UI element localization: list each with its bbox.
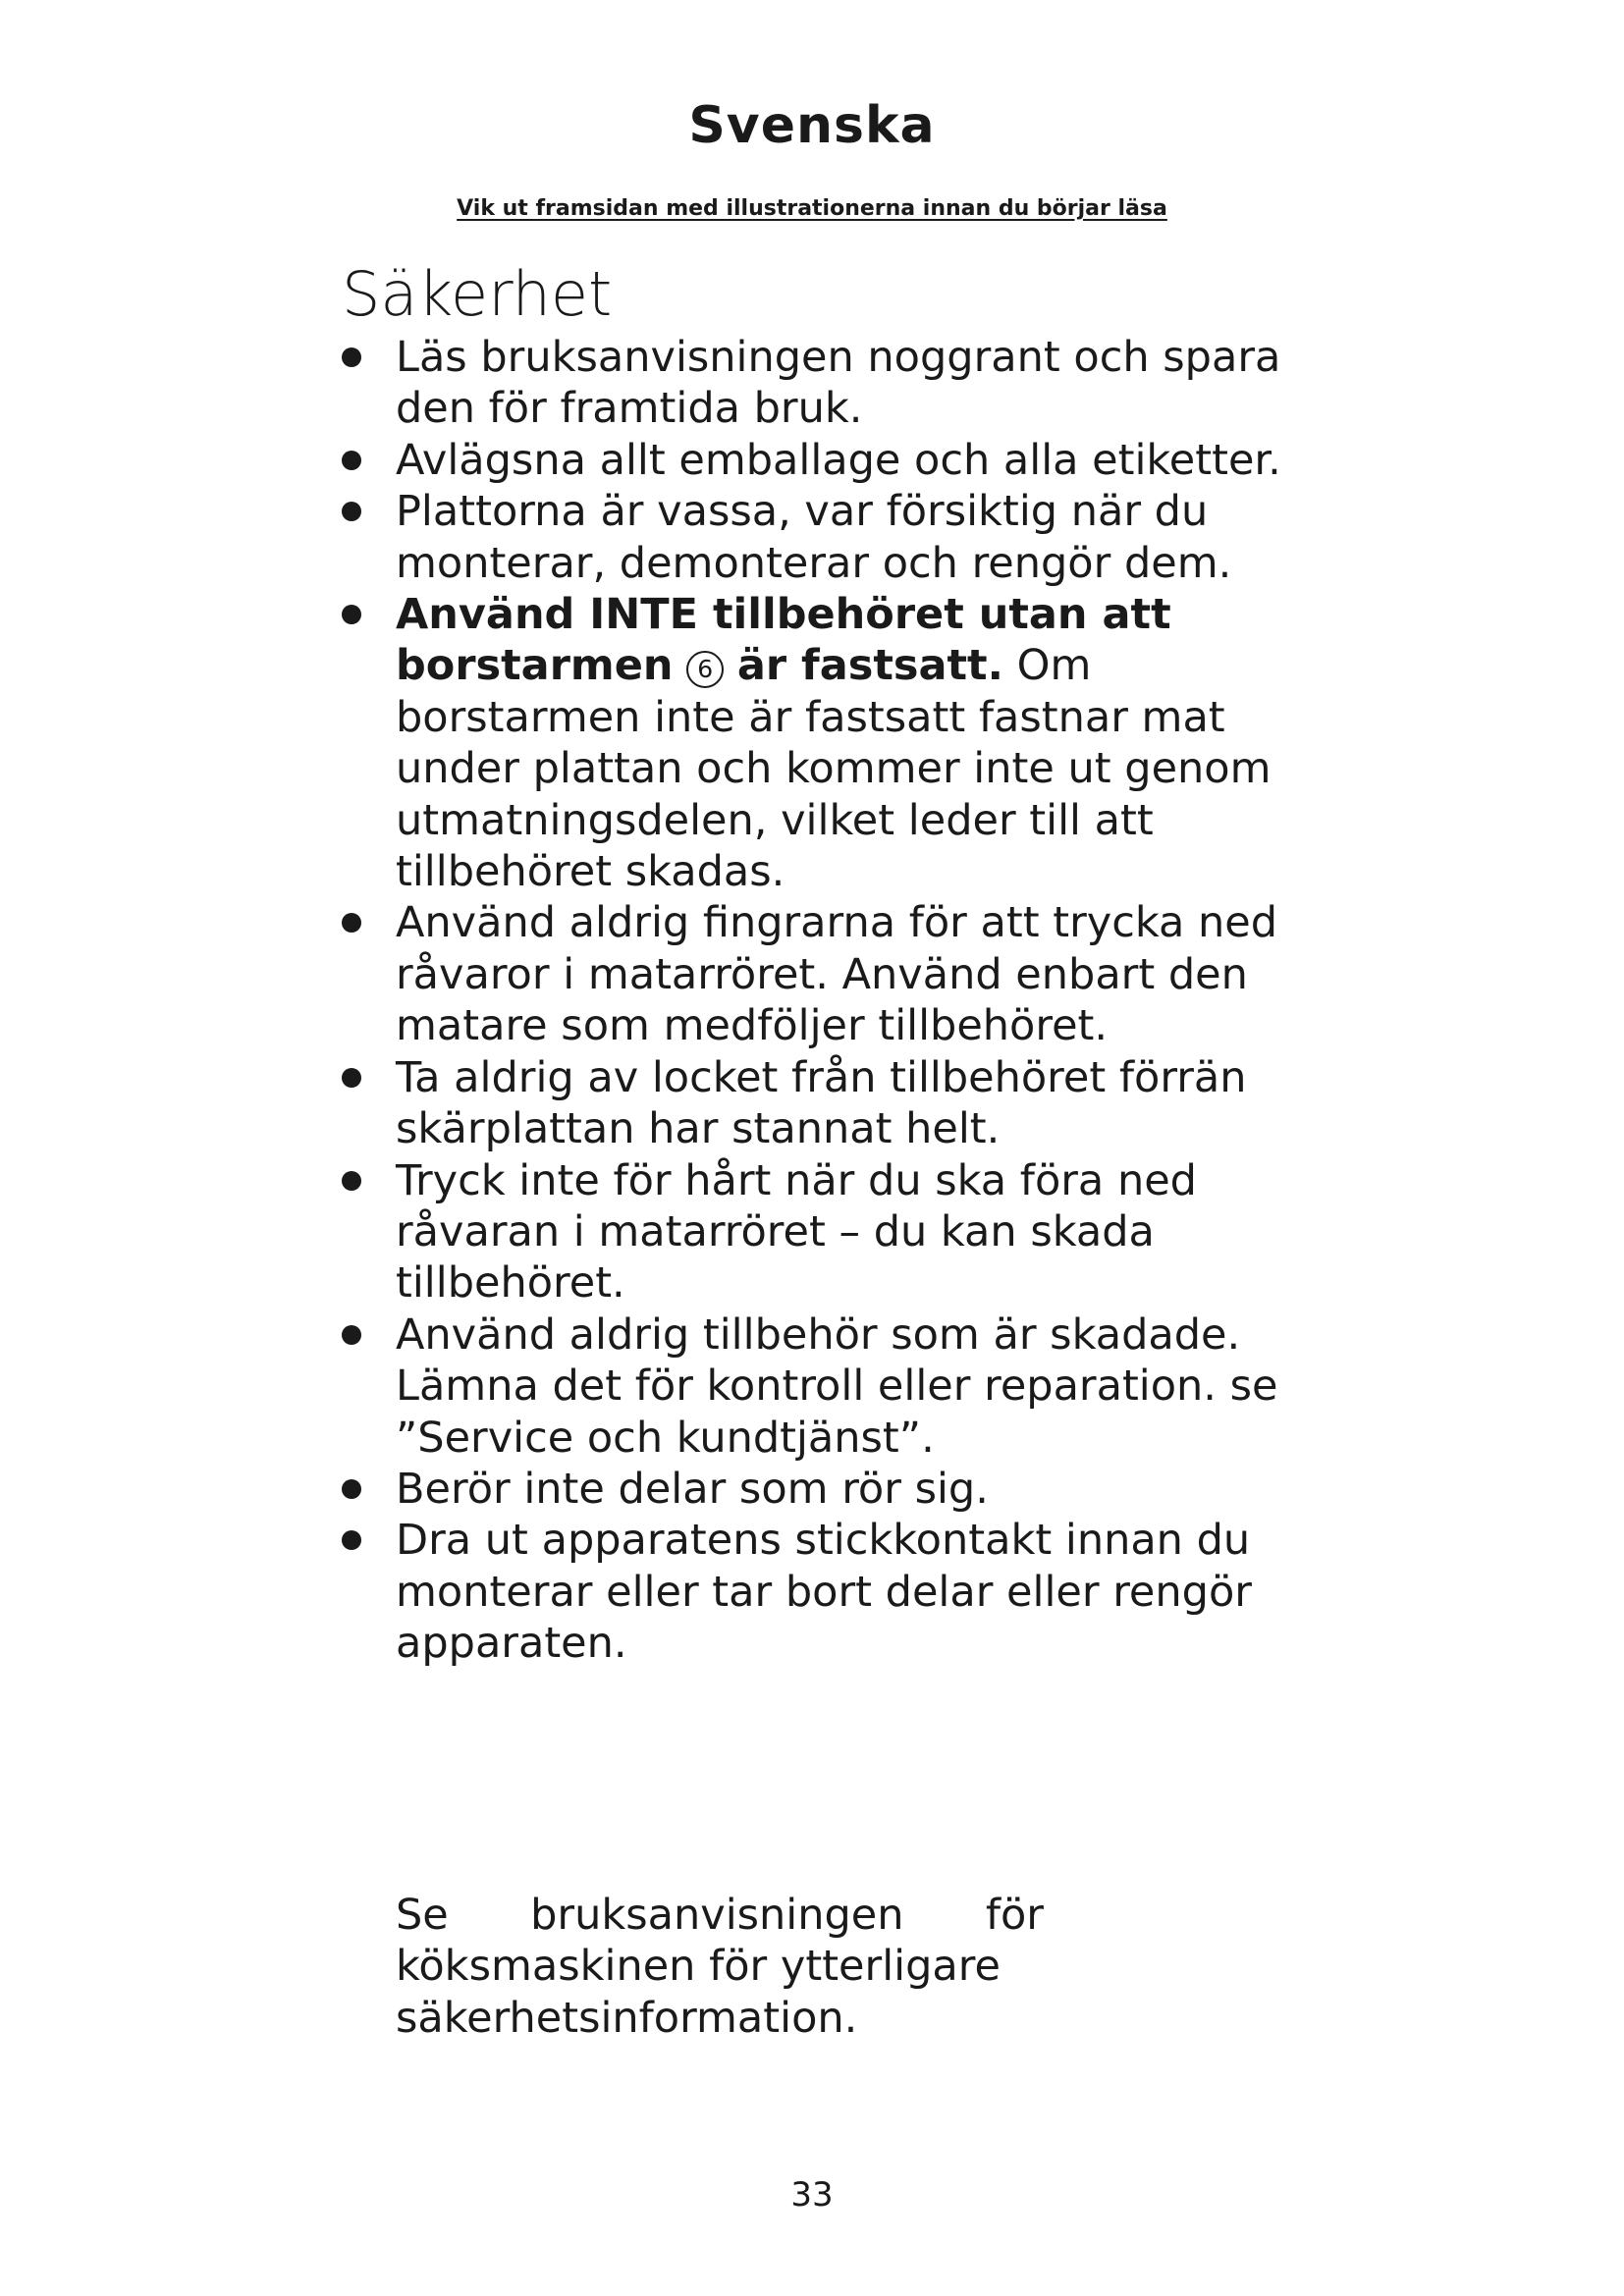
- bullet-icon: [342, 1068, 361, 1088]
- safety-item-text: Läs bruksanvisningen noggrant och spara den för framtida bruk.: [396, 333, 1281, 434]
- safety-item: [342, 1464, 1324, 1515]
- safety-item: [342, 1309, 1324, 1464]
- safety-item-text: Ta aldrig av locket från tillbehöret förrän skärplattan har stannat helt.: [396, 1052, 1247, 1154]
- note-line: köksmaskinen för ytterligare: [396, 1942, 1001, 1992]
- fold-out-instruction: [0, 194, 1624, 224]
- part-reference-badge: 6: [686, 651, 724, 688]
- safety-list: [342, 332, 1324, 1670]
- safety-heading: Säkerhet: [342, 258, 613, 330]
- safety-item-text: Dra ut apparatens stickkontakt innan du monterar eller tar bort delar eller rengör apparaten.: [396, 1516, 1252, 1669]
- bullet-icon: [342, 347, 361, 367]
- bullet-icon: [342, 502, 361, 521]
- safety-item-warning: [342, 589, 1324, 897]
- safety-item: [342, 1155, 1324, 1309]
- bullet-icon: [342, 605, 361, 624]
- safety-item-text: Avlägsna allt emballage och alla etiketter.: [396, 435, 1281, 485]
- additional-safety-note: [396, 1890, 1044, 2044]
- safety-item: [342, 332, 1324, 435]
- warning-bold-lead: Använd INTE tillbehöret utan att borstarmen: [396, 590, 1171, 691]
- safety-item-text: Berör inte delar som rör sig.: [396, 1464, 989, 1514]
- bullet-icon: [342, 1171, 361, 1191]
- language-title: Svenska: [688, 96, 936, 155]
- warning-bold-tail: är fastsatt.: [736, 641, 1003, 691]
- fold-out-instruction-text: Vik ut framsidan med illustrationerna innan du börjar läsa: [457, 196, 1167, 221]
- page-number: 33: [790, 2175, 834, 2215]
- bullet-icon: [342, 451, 361, 470]
- safety-item-text: Använd aldrig tillbehör som är skadade. Lämna det för kontroll eller reparation. se ”Service och kundtjänst”.: [396, 1309, 1278, 1463]
- safety-item-text: Tryck inte för hårt när du ska föra ned råvaran i matarröret – du kan skada tillbehöret.: [396, 1155, 1197, 1308]
- bullet-icon: [342, 913, 361, 933]
- safety-item: [342, 1052, 1324, 1155]
- safety-item: [342, 1515, 1324, 1669]
- note-line: säkerhetsinformation.: [396, 1993, 858, 2043]
- safety-item-text: Plattorna är vassa, var försiktig när du monterar, demonterar och rengör dem.: [396, 487, 1232, 588]
- note-line: Se bruksanvisningen för: [396, 1891, 1044, 1940]
- safety-item-text: Om borstarmen inte är fastsatt fastnar mat under plattan och kommer inte ut genom utmatningsdelen, vilket leder till att tillbehöret skadas.: [396, 641, 1272, 897]
- safety-item: [342, 435, 1324, 486]
- bullet-icon: [342, 1479, 361, 1499]
- bullet-icon: [342, 1530, 361, 1550]
- safety-item-text: Använd aldrig fingrarna för att trycka ned råvaror i matarröret. Använd enbart den matare som medföljer tillbehöret.: [396, 898, 1278, 1051]
- safety-item: [342, 486, 1324, 589]
- safety-item: [342, 897, 1324, 1051]
- bullet-icon: [342, 1325, 361, 1345]
